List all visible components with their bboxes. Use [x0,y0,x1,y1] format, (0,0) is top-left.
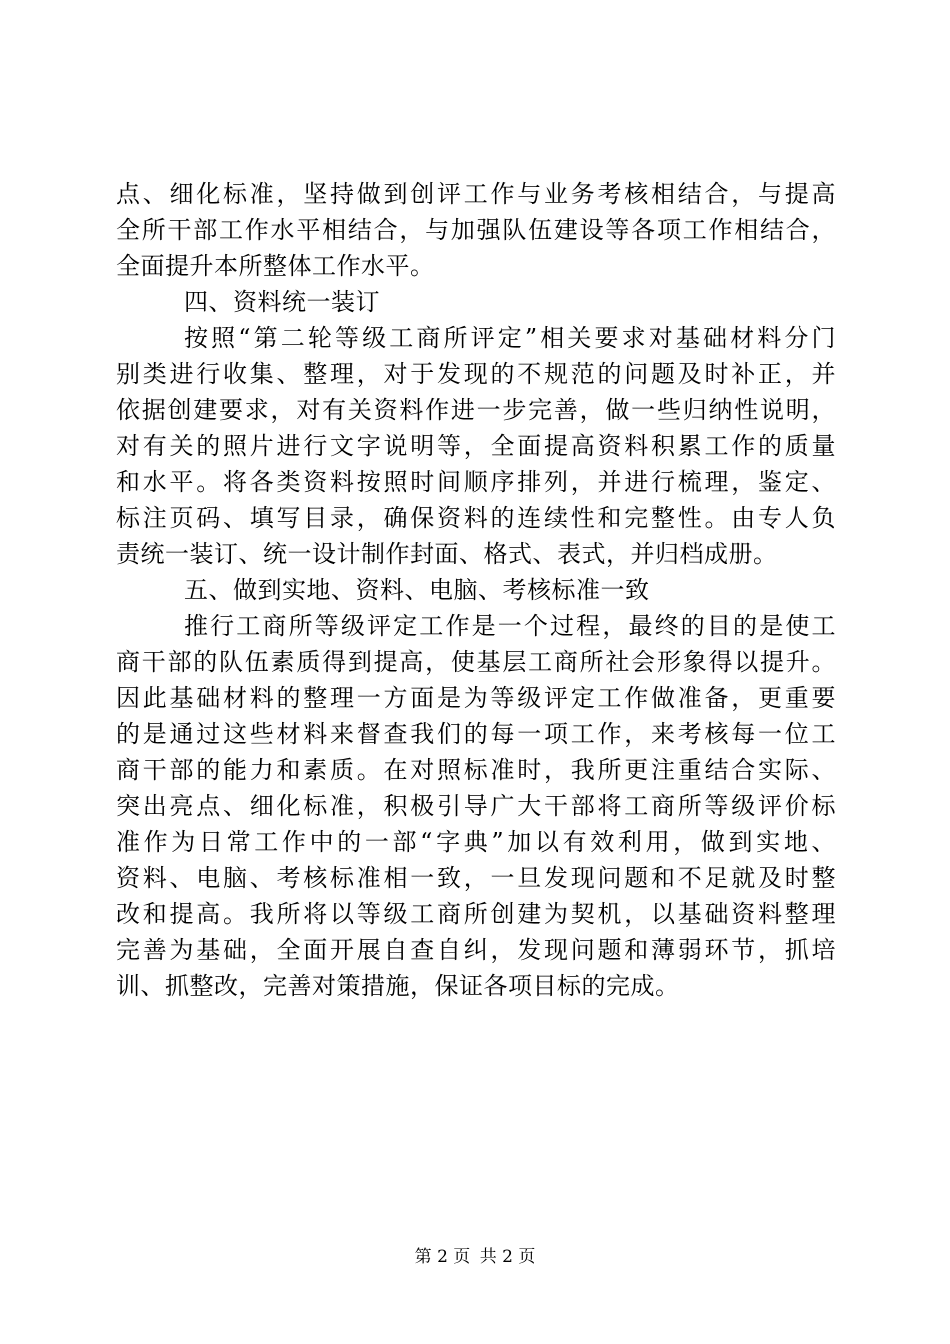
paragraph-line: 别类进行收集、整理，对于发现的不规范的问题及时补正，并 [116,360,836,388]
paragraph-line: 的是通过这些材料来督查我们的每一项工作，来考核每一位工 [116,720,836,748]
paragraph-line: 标注页码、填写目录，确保资料的连续性和完整性。由专人负 [116,504,836,532]
paragraph-line: 完善为基础，全面开展自查自纠，发现问题和薄弱环节，抓培 [116,936,836,964]
paragraph-line: 对有关的照片进行文字说明等，全面提高资料积累工作的质量 [116,432,836,460]
page-number: 第 2 页 [414,1247,471,1267]
paragraph-line: 全面提升本所整体工作水平。 [116,252,435,280]
paragraph-line: 点、细化标准，坚持做到创评工作与业务考核相结合，与提高 [116,180,836,208]
section-heading: 四、资料统一装订 [184,288,380,316]
paragraph-line: 商干部的队伍素质得到提高，使基层工商所社会形象得以提升。 [116,648,836,676]
paragraph-line: 准作为日常工作中的一部“字典”加以有效利用，做到实地、 [116,828,836,856]
paragraph-line: 推行工商所等级评定工作是一个过程，最终的目的是使工 [184,612,836,640]
paragraph-line: 商干部的能力和素质。在对照标准时，我所更注重结合实际、 [116,756,836,784]
paragraph-line: 资料、电脑、考核标准相一致，一旦发现问题和不足就及时整 [116,864,836,892]
paragraph-line: 责统一装订、统一设计制作封面、格式、表式，并归档成册。 [116,540,778,568]
paragraph-line: 全所干部工作水平相结合，与加强队伍建设等各项工作相结合， [116,216,836,244]
paragraph-line: 按照“第二轮等级工商所评定”相关要求对基础材料分门 [184,324,836,352]
page-total: 共 2 页 [479,1247,536,1267]
paragraph-line: 依据创建要求，对有关资料作进一步完善，做一些归纳性说明， [116,396,836,424]
paragraph-line: 突出亮点、细化标准，积极引导广大干部将工商所等级评价标 [116,792,836,820]
paragraph-line: 训、抓整改，完善对策措施，保证各项目标的完成。 [116,972,680,1000]
body-text [116,176,836,1004]
section-heading: 五、做到实地、资料、电脑、考核标准一致 [184,576,650,604]
paragraph-line: 和水平。将各类资料按照时间顺序排列，并进行梳理，鉴定、 [116,468,836,496]
paragraph-line: 改和提高。我所将以等级工商所创建为契机，以基础资料整理 [116,900,836,928]
page-footer [0,1242,950,1267]
paragraph-line: 因此基础材料的整理一方面是为等级评定工作做准备，更重要 [116,684,836,712]
